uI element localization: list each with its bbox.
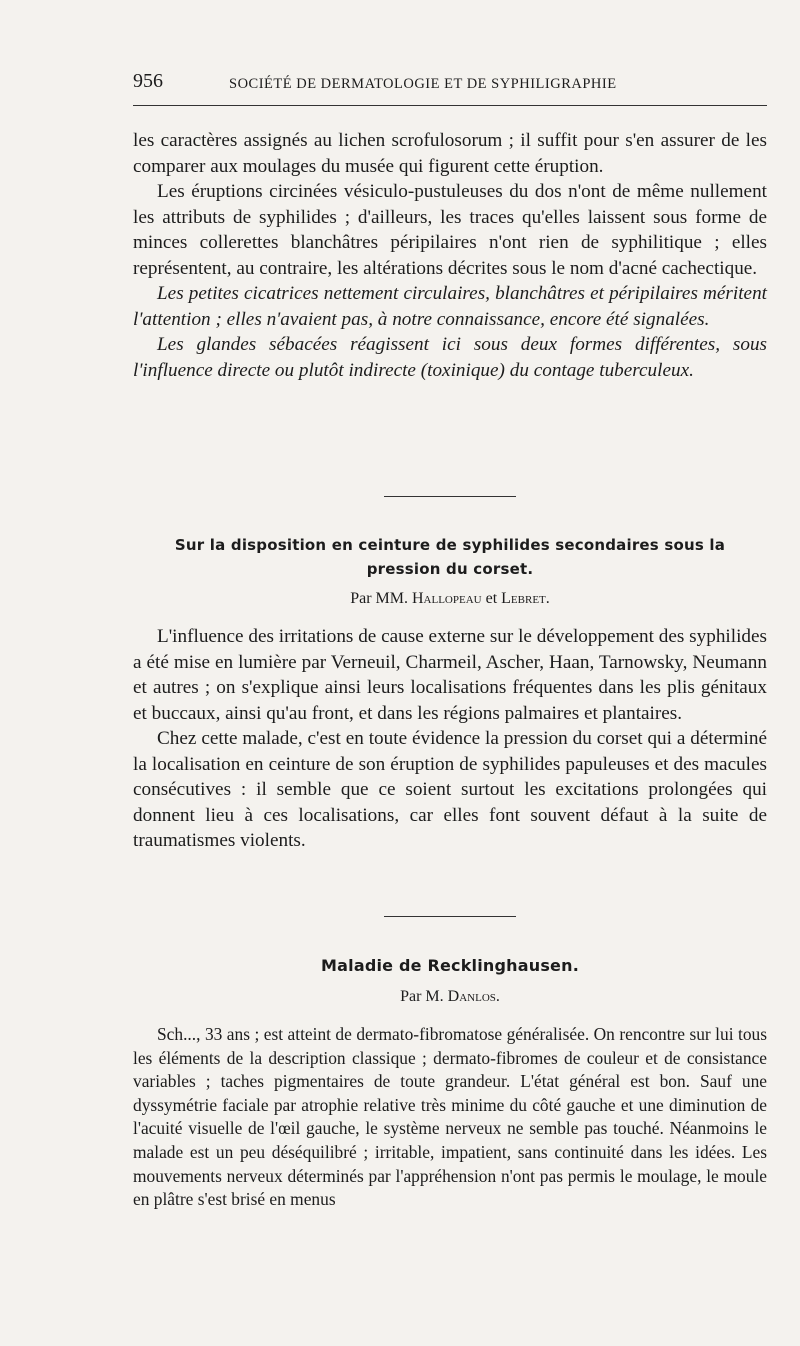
byline-prefix: Par M. (400, 988, 444, 1005)
byline-prefix: Par MM. (350, 590, 408, 607)
page-number: 956 (133, 70, 163, 92)
paragraph: les caractères assignés au lichen scrofulosorum ; il suffit pour s'en assurer de les comparer aux moulages du musée qui figurent cette éruption. (133, 130, 767, 177)
section-1-body (133, 128, 767, 383)
section-title-line: Maladie de Recklinghausen. (321, 956, 579, 975)
byline-conjunction: et (485, 590, 498, 607)
header-rule (133, 105, 767, 106)
section-3-body (133, 1023, 767, 1212)
section-title (133, 954, 767, 978)
paragraph: Chez cette malade, c'est en toute évidence la pression du corset qui a déterminé la localisation en ceinture de son éruption de syphilides papuleuses et des macules consécutives : il semble que ce soient surtout les excitations prolongées qui donnent lieu à ces localisations, car elles font souvent défaut à la suite de traumatismes violents. (133, 728, 767, 851)
paragraph: L'influence des irritations de cause externe sur le développement des syphilides a été mise en lumière par Verneuil, Charmeil, Ascher, Haan, Tarnowsky, Neumann et autres ; on s'explique ainsi leurs localisations fréquentes dans les plis génitaux et buccaux, ainsi qu'au front, et dans les régions palmaires et plantaires. (133, 626, 767, 724)
section-title-line: Sur la disposition en ceinture de syphilides secondaires sous la (174, 536, 726, 554)
running-head: SOCIÉTÉ DE DERMATOLOGIE ET DE SYPHILIGRAPHIE (229, 76, 617, 92)
author-name: Lebret. (501, 590, 550, 607)
byline (133, 588, 767, 610)
section-separator (384, 496, 516, 497)
paragraph: Les glandes sébacées réagissent ici sous deux formes différentes, sous l'influence directe ou plutôt indirecte (toxinique) du contage tuberculeux. (133, 334, 767, 381)
page-header (133, 70, 767, 96)
section-title (133, 533, 767, 581)
paragraph: Les éruptions circinées vésiculo-pustuleuses du dos n'ont de même nullement les attributs de syphilides ; d'ailleurs, les traces qu'elles laissent sous forme de minces collerettes blanchâtres péripilaires n'ont rien de syphilitique ; elles représentent, au contraire, les altérations décrites sous le nom d'acné cachectique. (133, 181, 767, 279)
author-name: Hallopeau (412, 590, 482, 607)
paragraph: Sch..., 33 ans ; est atteint de dermato-fibromatose généralisée. On rencontre sur lui tous les éléments de la description classique ; dermato-fibromes de couleur et de consistance variables ; taches pigmentaires de toute grandeur. L'état général est bon. Sauf une dyssymétrie faciale par atrophie relative très minime du côté gauche et une diminution de l'acuité visuelle de l'œil gauche, le système nerveux ne semble pas touché. Néanmoins le malade est un peu déséquilibré ; irritable, impatient, sans continuité dans les idées. Les mouvements nerveux déterminés par l'appréhension n'ont pas permis le moulage, le moule en plâtre s'est brisé en menus (133, 1024, 767, 1210)
section-2-body (133, 624, 767, 854)
section-separator (384, 916, 516, 917)
author-name: Danlos. (447, 988, 500, 1005)
paragraph: Les petites cicatrices nettement circulaires, blanchâtres et péripilaires méritent l'attention ; elles n'avaient pas, à notre connaissance, encore été signalées. (133, 283, 767, 330)
byline (133, 986, 767, 1008)
section-title-line: pression du corset. (366, 560, 534, 578)
